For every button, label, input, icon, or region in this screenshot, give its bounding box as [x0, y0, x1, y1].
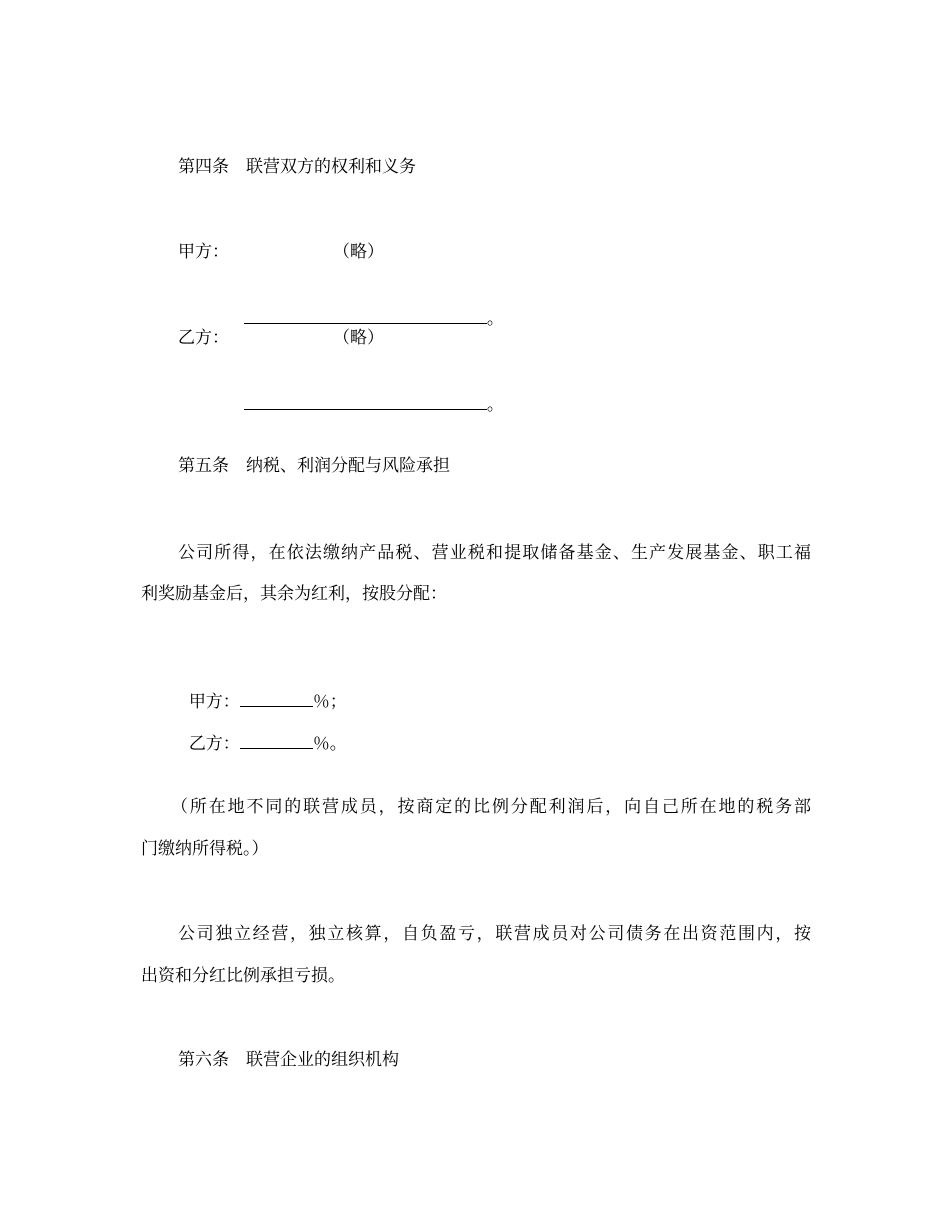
share-a-line: [178, 668, 347, 713]
tax-note-line1: （所在地不同的联营成员，按商定的比例分配利润后，向自己所在地的税务部: [171, 797, 811, 817]
share-b-suffix: ％。: [312, 734, 347, 754]
article4-heading: 第四条 联营双方的权利和义务: [178, 157, 416, 177]
party-a-blank: [244, 307, 487, 324]
share-b-blank: [240, 732, 313, 749]
liability-para-line2: 出资和分红比例承担亏损。: [141, 966, 345, 986]
share-b-line: [178, 710, 347, 755]
tax-note-line2: 门缴纳所得税。）: [141, 839, 269, 859]
share-a-blank: [240, 690, 313, 707]
party-a-period: 。: [486, 309, 504, 329]
party-a-blank-line: [233, 285, 504, 330]
party-b-blank: [244, 393, 487, 410]
profit-para-line2: 利奖励基金后，其余为红利，按股分配：: [141, 584, 447, 604]
article6-heading: 第六条 联营企业的组织机构: [178, 1050, 399, 1070]
party-a-label: 甲方：: [178, 242, 229, 262]
liability-para-line1: 公司独立经营，独立核算，自负盈亏，联营成员对公司债务在出资范围内，按: [178, 924, 811, 944]
party-b-period: 。: [486, 395, 504, 415]
profit-para-line1: 公司所得，在依法缴纳产品税、营业税和提取储备基金、生产发展基金、职工福: [178, 543, 811, 563]
article5-heading: 第五条 纳税、利润分配与风险承担: [178, 456, 450, 476]
party-a-note: （略）: [333, 242, 384, 262]
share-a-label: 甲方：: [188, 692, 240, 712]
share-a-suffix: ％；: [312, 692, 347, 712]
share-b-label: 乙方：: [188, 734, 240, 754]
party-b-blank-line: [233, 371, 504, 416]
party-b-label: 乙方：: [178, 328, 229, 348]
party-b-note: （略）: [333, 328, 384, 348]
